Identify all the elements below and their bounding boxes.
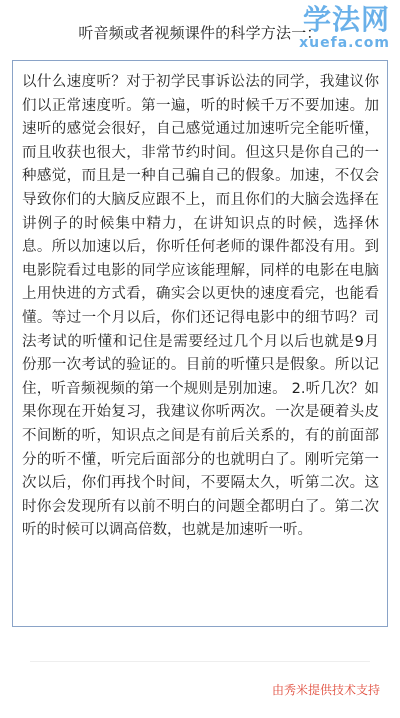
footer-credit[interactable]: 由秀米提供技术支持 [271,683,380,697]
article-title: 听音频或者视频课件的科学方法一： [78,24,322,42]
xuefa-logo[interactable] [294,4,390,56]
body-text: 以什么速度听？对于初学民事诉讼法的同学，我建议你们以正常速度听。第一遍，听的时候千万不要加速。加速听的感觉会很好，自己感觉通过加速听完全能听懂，而且收获也很大，非常节约时间。但这只是你自己的一种感觉，而且是一种自己骗自己的假象。加速，不仅会导致你们的大脑反应跟不上，而且你们的大脑会选择在讲例子的时候集中精力，在讲知识点的时候，选择休息。所以加速以后，你听任何老师的课件都没有用。到电影院看过电影的同学应该能理解，同样的电影在电脑上用快进的方式看，确实会以更快的速度看完，也能看懂。等过一个月以后，你们还记得电影中的细节吗？司法考试的听懂和记住是需要经过几个月以后也就是9月份那一次考试的验证的。目前的听懂只是假象。所以记住，听音频视频的第一个规则是别加速。 2.听几次？如果你现在开始复习，我建议你听两次。一次是硬着头皮不间断的听，知识点之间是有前后关系的，有的前面部分的听不懂，听完后面部分的也就明白了。刚听完第一次以后，你们再找个时间，不要隔太久，听第二次。这时你会发现所有以前不明白的问题全都明白了。第二次听的时候可以调高倍数，也就是加速听一听。 [22,74,379,539]
logo-text: 学法网 [302,3,390,36]
content-box [12,60,388,627]
logo-domain: xuefa.com [299,35,390,51]
footer-divider [30,661,370,662]
